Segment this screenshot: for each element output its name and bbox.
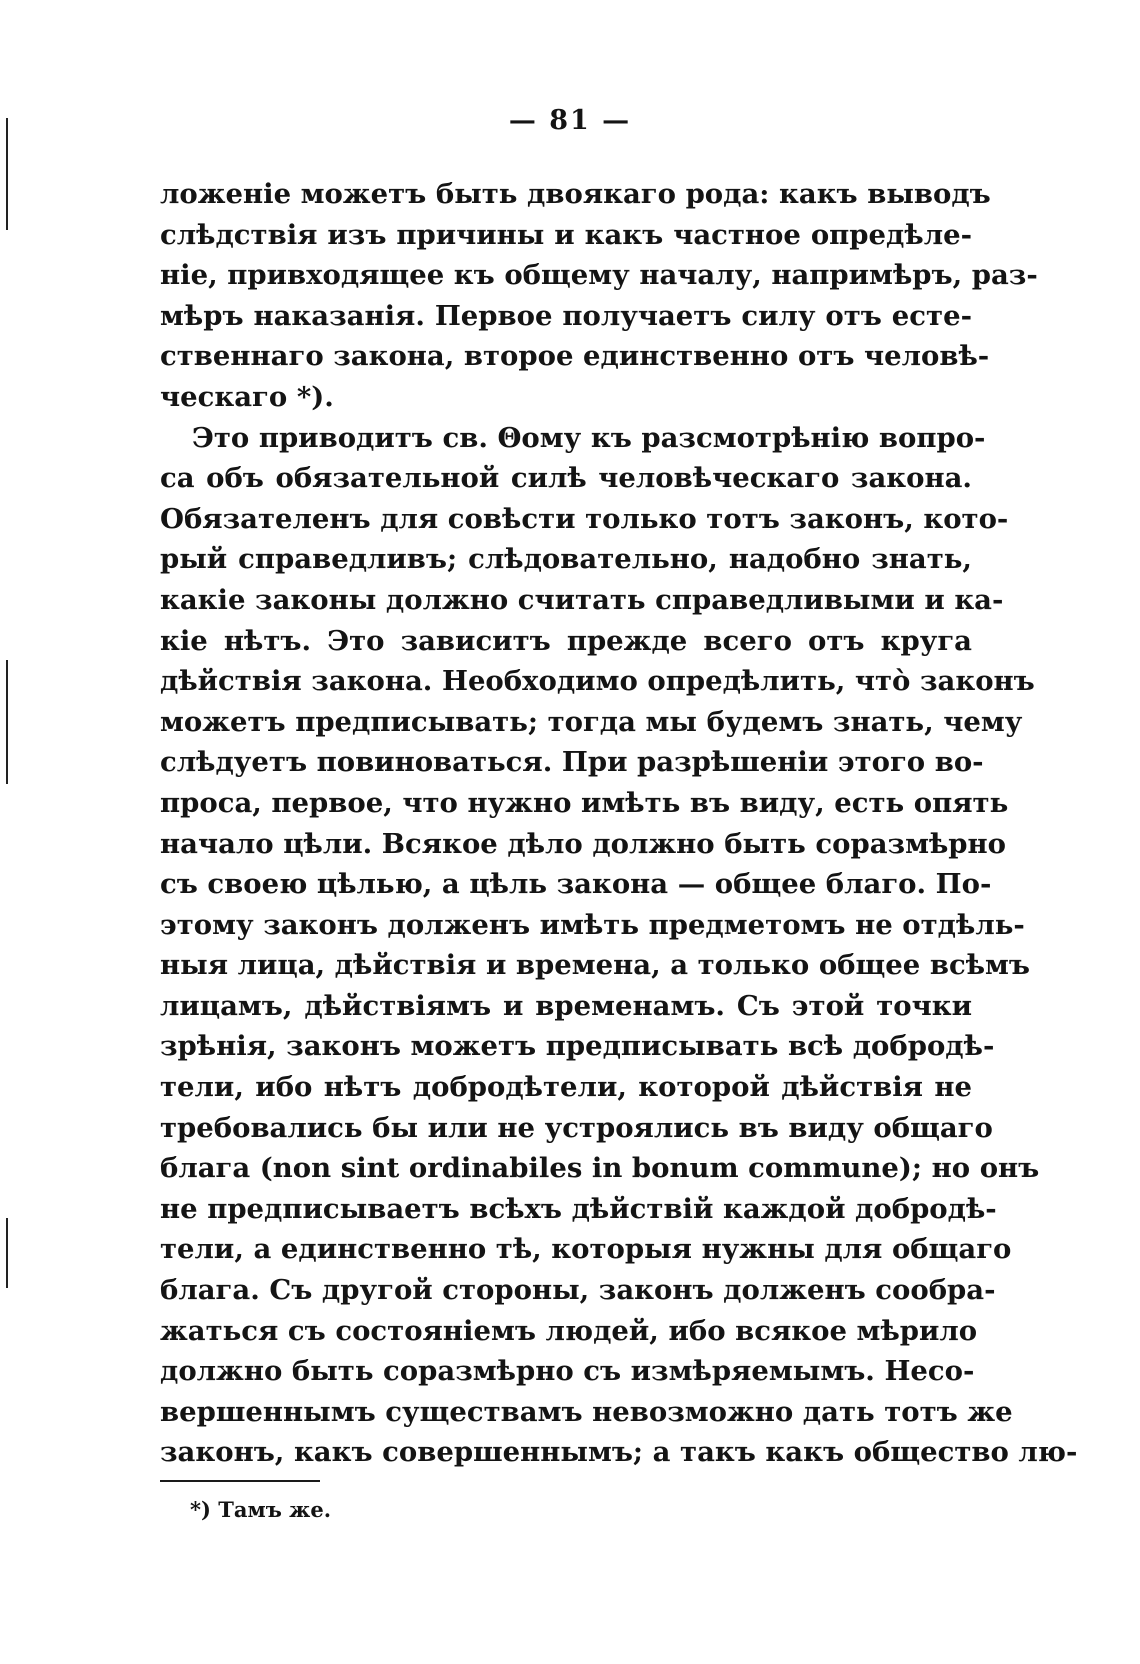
text-line: съ своею цѣлью, а цѣль закона — общее благо. По-: [160, 868, 992, 901]
text-line: ніе, привходящее къ общему началу, напримѣръ, раз-: [160, 259, 1038, 292]
text-line: ныя лица, дѣйствія и времена, а только общее всѣмъ: [160, 949, 1031, 982]
text-line: не предписываетъ всѣхъ дѣйствій каждой добродѣ-: [160, 1192, 997, 1225]
text-line: дѣйствія закона. Необходимо опредѣлить, чтò законъ: [160, 665, 1035, 698]
text-line: можетъ предписывать; тогда мы будемъ знать, чему: [160, 705, 1023, 738]
text-line: ческаго *).: [160, 380, 334, 413]
text-line: кіе нѣтъ. Это зависитъ прежде всего отъ круга: [160, 624, 972, 657]
margin-mark-bottom: [6, 1218, 8, 1288]
text-line: какіе законы должно считать справедливыми и ка-: [160, 583, 1004, 616]
footnote-divider: [160, 1480, 320, 1482]
text-line: тели, ибо нѣтъ добродѣтели, которой дѣйствія не: [160, 1071, 972, 1104]
text-line: вершеннымъ существамъ невозможно дать тотъ же: [160, 1395, 1013, 1428]
text-line: блага (non sint ordinabiles in bonum commune); но онъ: [160, 1152, 1040, 1185]
text-line: законъ, какъ совершеннымъ; а такъ какъ общество лю-: [160, 1436, 1078, 1469]
text-line: тели, а единственно тѣ, которыя нужны для общаго: [160, 1233, 1012, 1266]
text-line: мѣръ наказанія. Первое получаетъ силу отъ есте-: [160, 299, 972, 332]
text-line: рый справедливъ; слѣдовательно, надобно знать,: [160, 543, 972, 576]
body-text: [160, 174, 1078, 1473]
text-line: зрѣнія, законъ можетъ предписывать всѣ добродѣ-: [160, 1030, 995, 1063]
text-line: слѣдуетъ повиноваться. При разрѣшеніи этого во-: [160, 746, 984, 779]
text-line: ложеніе можетъ быть двоякаго рода: какъ выводъ: [160, 178, 991, 210]
page-number: — 81 —: [508, 105, 632, 136]
text-line: са объ обязательной силѣ человѣческаго закона.: [160, 462, 972, 495]
footnote: *) Тамъ же.: [190, 1497, 332, 1522]
text-line: требовались бы или не устроялись въ виду общаго: [160, 1111, 993, 1144]
text-line: проса, первое, что нужно имѣть въ виду, есть опять: [160, 786, 1009, 819]
text-line: начало цѣли. Всякое дѣло должно быть соразмѣрно: [160, 827, 1007, 860]
text-line: ственнаго закона, второе единственно отъ человѣ-: [160, 340, 990, 373]
text-line: лицамъ, дѣйствіямъ и временамъ. Съ этой точки: [160, 989, 972, 1022]
text-line: Это приводитъ св. Θому къ разсмотрѣнію вопро-: [192, 421, 986, 454]
text-line: этому законъ долженъ имѣть предметомъ не отдѣль-: [160, 908, 1025, 941]
text-line: должно быть соразмѣрно съ измѣряемымъ. Несо-: [160, 1355, 975, 1388]
text-line: жаться съ состояніемъ людей, ибо всякое мѣрило: [160, 1314, 978, 1347]
margin-mark-middle: [6, 660, 8, 784]
text-line: блага. Съ другой стороны, законъ долженъ сообра-: [160, 1274, 996, 1307]
text-line: слѣдствія изъ причины и какъ частное опредѣле-: [160, 218, 972, 251]
text-line: Обязателенъ для совѣсти только тотъ законъ, кото-: [160, 502, 1009, 535]
